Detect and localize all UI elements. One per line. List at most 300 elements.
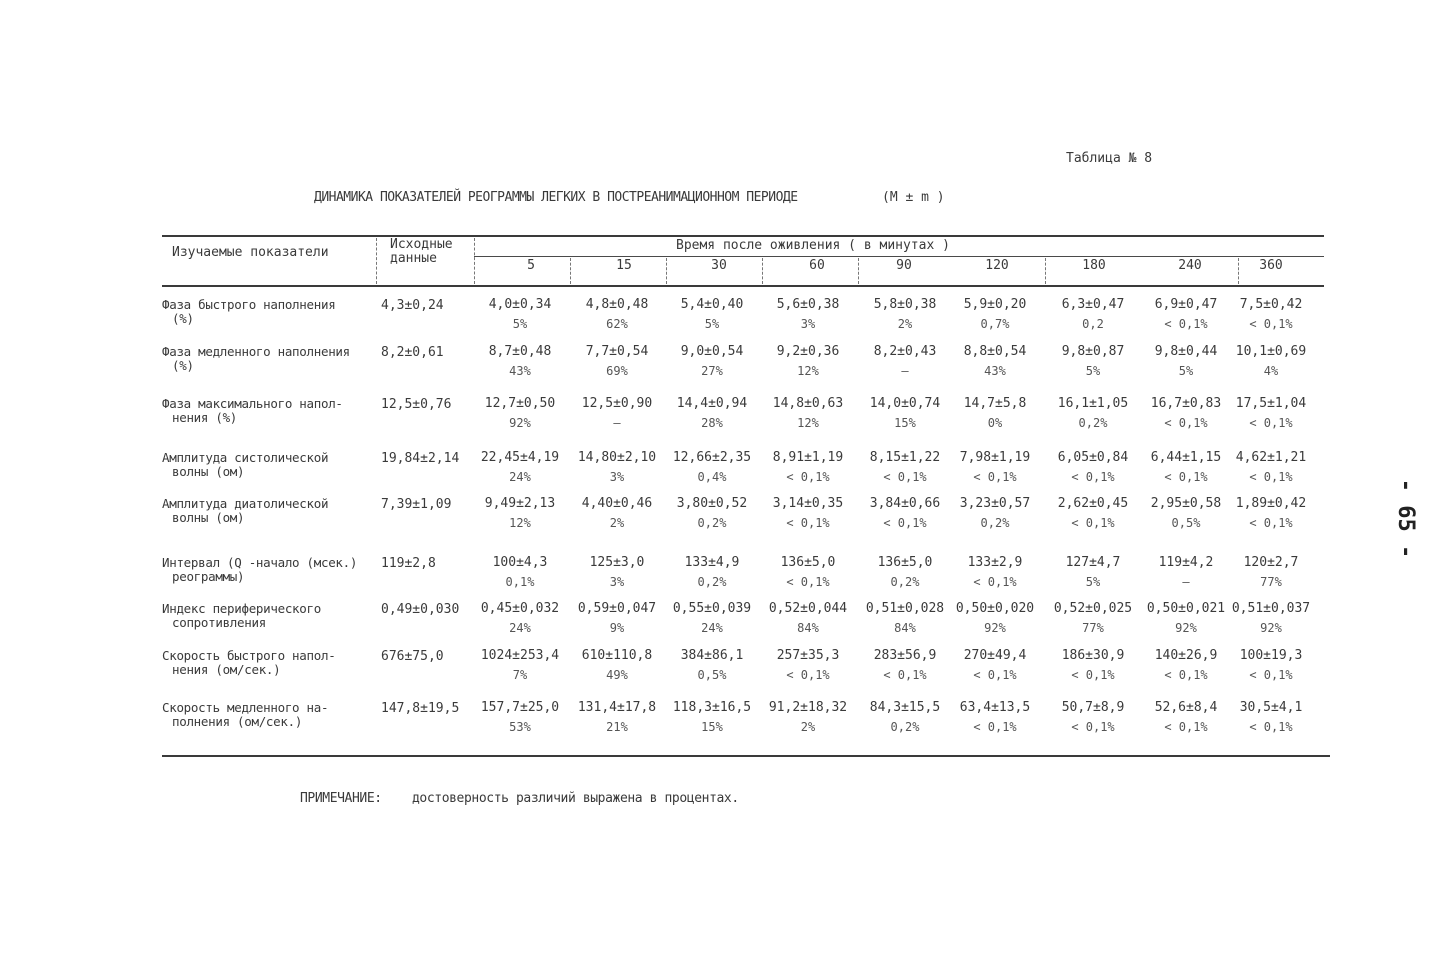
- baseline-value: 0,49±0,030: [381, 602, 460, 617]
- cell-value: 16,7±0,83: [1150, 396, 1222, 411]
- cell-significance: 0,2%: [697, 575, 727, 589]
- data-cell: [663, 292, 761, 331]
- row-label-line: Амплитуда систолической: [162, 450, 329, 465]
- cell-value: 283±56,9: [873, 648, 937, 663]
- header-divider: [858, 258, 859, 284]
- cell-significance: 15%: [894, 416, 916, 430]
- row-label-line: Фаза максимального напол-: [162, 396, 343, 411]
- row-label-line: Фаза быстрого наполнения: [162, 297, 336, 312]
- baseline-value: 19,84±2,14: [381, 451, 460, 466]
- table-top-rule: [162, 235, 1324, 237]
- cell-significance: 27%: [701, 364, 723, 378]
- data-cell: [568, 391, 666, 430]
- cell-significance: 3%: [800, 317, 816, 331]
- data-cell: [1222, 491, 1320, 530]
- cell-value: 270±49,4: [963, 648, 1027, 663]
- cell-significance: < 0,1%: [1249, 317, 1293, 331]
- baseline-value: 8,2±0,61: [381, 345, 444, 360]
- cell-value: 0,52±0,044: [768, 601, 848, 616]
- row-label-line: нения (%): [172, 410, 238, 425]
- cell-significance: 77%: [1260, 575, 1282, 589]
- cell-value: 0,45±0,032: [480, 601, 560, 616]
- cell-value: 17,5±1,04: [1235, 396, 1307, 411]
- cell-significance: 0%: [987, 416, 1003, 430]
- data-cell: [1222, 550, 1320, 589]
- data-cell: [1222, 643, 1320, 682]
- cell-significance: 28%: [701, 416, 723, 430]
- data-cell: [471, 445, 569, 484]
- data-cell: [1044, 491, 1142, 530]
- cell-value: 8,7±0,48: [488, 344, 552, 359]
- data-cell: [1222, 391, 1320, 430]
- cell-value: 5,9±0,20: [963, 297, 1027, 312]
- cell-value: 120±2,7: [1243, 555, 1299, 570]
- cell-value: 118,3±16,5: [672, 700, 752, 715]
- header-divider: [570, 258, 571, 284]
- header-divider: [474, 238, 475, 284]
- row-label-line: Интервал (Q -начало (мсек.): [162, 555, 358, 570]
- cell-significance: 4%: [1263, 364, 1279, 378]
- data-cell: [856, 643, 954, 682]
- cell-significance: 49%: [606, 668, 628, 682]
- cell-value: 0,50±0,020: [955, 601, 1035, 616]
- cell-significance: < 0,1%: [1071, 470, 1115, 484]
- cell-significance: 15%: [701, 720, 723, 734]
- cell-significance: 3%: [609, 470, 625, 484]
- cell-significance: 0,5%: [1171, 516, 1201, 530]
- data-cell: [759, 292, 857, 331]
- data-cell: [568, 292, 666, 331]
- cell-value: 131,4±17,8: [577, 700, 657, 715]
- data-cell: [1137, 643, 1235, 682]
- data-cell: [568, 596, 666, 635]
- header-time-30: 30: [711, 258, 727, 273]
- cell-value: 9,8±0,87: [1061, 344, 1125, 359]
- data-cell: [1222, 695, 1320, 734]
- cell-value: 4,8±0,48: [585, 297, 649, 312]
- data-cell: [1044, 695, 1142, 734]
- cell-significance: 43%: [984, 364, 1006, 378]
- cell-value: 0,51±0,028: [865, 601, 945, 616]
- data-cell: [946, 445, 1044, 484]
- note-label: ПРИМЕЧАНИЕ:: [300, 791, 382, 806]
- cell-significance: < 0,1%: [1164, 668, 1208, 682]
- data-cell: [568, 695, 666, 734]
- cell-significance: 0,2: [1082, 317, 1104, 331]
- data-cell: [946, 643, 1044, 682]
- data-cell: [759, 643, 857, 682]
- cell-significance: 92%: [1260, 621, 1282, 635]
- data-cell: [1044, 445, 1142, 484]
- baseline-value: 4,3±0,24: [381, 298, 444, 313]
- data-cell: [663, 491, 761, 530]
- cell-value: 3,14±0,35: [772, 496, 844, 511]
- cell-value: 100±19,3: [1239, 648, 1303, 663]
- data-cell: [1137, 596, 1235, 635]
- cell-significance: 0,2%: [890, 720, 920, 734]
- cell-value: 6,9±0,47: [1154, 297, 1218, 312]
- cell-significance: < 0,1%: [1164, 317, 1208, 331]
- cell-value: 10,1±0,69: [1235, 344, 1307, 359]
- data-cell: [1222, 339, 1320, 378]
- cell-significance: 84%: [797, 621, 819, 635]
- cell-significance: 3%: [609, 575, 625, 589]
- data-cell: [856, 339, 954, 378]
- data-cell: [471, 550, 569, 589]
- cell-significance: 43%: [509, 364, 531, 378]
- data-cell: [663, 695, 761, 734]
- row-label: [162, 451, 328, 479]
- cell-significance: 5%: [512, 317, 528, 331]
- cell-significance: < 0,1%: [973, 668, 1017, 682]
- data-cell: [568, 445, 666, 484]
- data-cell: [946, 391, 1044, 430]
- data-cell: [856, 491, 954, 530]
- cell-value: 1024±253,4: [480, 648, 560, 663]
- cell-value: 14,4±0,94: [676, 396, 748, 411]
- cell-value: 14,8±0,63: [772, 396, 844, 411]
- data-cell: [1044, 339, 1142, 378]
- row-label-line: Фаза медленного наполнения: [162, 344, 350, 359]
- cell-value: 7,7±0,54: [585, 344, 649, 359]
- header-time-360: 360: [1259, 258, 1283, 273]
- cell-significance: 84%: [894, 621, 916, 635]
- data-cell: [856, 596, 954, 635]
- cell-significance: < 0,1%: [883, 516, 927, 530]
- header-divider: [376, 238, 377, 284]
- data-cell: [1044, 550, 1142, 589]
- baseline-value: 12,5±0,76: [381, 397, 452, 412]
- cell-value: 0,52±0,025: [1053, 601, 1133, 616]
- cell-value: 30,5±4,1: [1239, 700, 1303, 715]
- cell-significance: 24%: [509, 621, 531, 635]
- cell-value: 157,7±25,0: [480, 700, 560, 715]
- cell-value: 9,49±2,13: [484, 496, 556, 511]
- cell-value: 127±4,7: [1065, 555, 1121, 570]
- data-cell: [663, 445, 761, 484]
- data-cell: [946, 596, 1044, 635]
- data-cell: [946, 292, 1044, 331]
- cell-significance: 92%: [509, 416, 531, 430]
- cell-significance: < 0,1%: [973, 720, 1017, 734]
- data-cell: [1044, 596, 1142, 635]
- row-label: [162, 602, 321, 630]
- cell-significance: 92%: [984, 621, 1006, 635]
- cell-value: 84,3±15,5: [869, 700, 941, 715]
- cell-value: 12,5±0,90: [581, 396, 653, 411]
- cell-value: 12,7±0,50: [484, 396, 556, 411]
- header-divider: [666, 258, 667, 284]
- data-cell: [1137, 491, 1235, 530]
- cell-significance: 9%: [609, 621, 625, 635]
- cell-significance: < 0,1%: [1164, 720, 1208, 734]
- data-cell: [471, 695, 569, 734]
- data-cell: [1044, 643, 1142, 682]
- cell-significance: 5%: [1178, 364, 1194, 378]
- data-cell: [946, 491, 1044, 530]
- cell-value: 610±110,8: [581, 648, 653, 663]
- table-number: Таблица № 8: [1066, 151, 1153, 166]
- cell-significance: < 0,1%: [1249, 470, 1293, 484]
- cell-significance: 0,5%: [697, 668, 727, 682]
- row-label: [162, 497, 328, 525]
- cell-value: 4,0±0,34: [488, 297, 552, 312]
- cell-significance: 5%: [1085, 575, 1101, 589]
- data-cell: [663, 391, 761, 430]
- cell-value: 0,55±0,039: [672, 601, 752, 616]
- data-cell: [1137, 445, 1235, 484]
- header-time-60: 60: [809, 258, 825, 273]
- cell-value: 136±5,0: [780, 555, 836, 570]
- cell-value: 119±4,2: [1158, 555, 1214, 570]
- header-time-90: 90: [896, 258, 912, 273]
- data-cell: [946, 695, 1044, 734]
- cell-value: 14,80±2,10: [577, 450, 657, 465]
- data-cell: [663, 596, 761, 635]
- baseline-value: 119±2,8: [381, 556, 436, 571]
- cell-value: 14,0±0,74: [869, 396, 941, 411]
- data-cell: [568, 339, 666, 378]
- data-cell: [856, 695, 954, 734]
- cell-value: 7,98±1,19: [959, 450, 1031, 465]
- baseline-value: 7,39±1,09: [381, 497, 452, 512]
- cell-significance: 7%: [512, 668, 528, 682]
- header-time-15: 15: [616, 258, 632, 273]
- cell-value: 8,8±0,54: [963, 344, 1027, 359]
- cell-value: 9,0±0,54: [680, 344, 744, 359]
- data-cell: [1137, 550, 1235, 589]
- row-label-line: (%): [172, 358, 194, 373]
- data-cell: [856, 292, 954, 331]
- data-cell: [568, 550, 666, 589]
- title-statistic: (M ± m ): [882, 190, 945, 205]
- cell-significance: 62%: [606, 317, 628, 331]
- cell-significance: 5%: [704, 317, 720, 331]
- note-text: достоверность различий выражена в процентах.: [412, 791, 739, 806]
- cell-value: 9,2±0,36: [776, 344, 840, 359]
- baseline-value: 676±75,0: [381, 649, 444, 664]
- row-label-line: Индекс периферического: [162, 601, 321, 616]
- cell-significance: 2%: [897, 317, 913, 331]
- data-cell: [759, 391, 857, 430]
- row-label-line: Скорость медленного на-: [162, 700, 329, 715]
- cell-value: 63,4±13,5: [959, 700, 1031, 715]
- cell-value: 5,6±0,38: [776, 297, 840, 312]
- cell-significance: –: [1182, 575, 1190, 589]
- cell-significance: < 0,1%: [1249, 668, 1293, 682]
- cell-significance: < 0,1%: [786, 668, 830, 682]
- data-cell: [759, 445, 857, 484]
- row-label: [162, 556, 357, 584]
- time-header-rule: [474, 256, 1324, 257]
- data-cell: [663, 339, 761, 378]
- cell-significance: < 0,1%: [1071, 668, 1115, 682]
- cell-value: 5,4±0,40: [680, 297, 744, 312]
- data-cell: [471, 596, 569, 635]
- cell-value: 125±3,0: [589, 555, 645, 570]
- cell-value: 4,62±1,21: [1235, 450, 1307, 465]
- header-divider: [1045, 258, 1046, 284]
- cell-significance: < 0,1%: [1071, 720, 1115, 734]
- cell-significance: –: [613, 416, 621, 430]
- table-bottom-rule: [162, 755, 1330, 757]
- cell-value: 140±26,9: [1154, 648, 1218, 663]
- cell-value: 0,50±0,021: [1146, 601, 1226, 616]
- header-indicators: Изучаемые показатели: [172, 245, 329, 260]
- cell-significance: < 0,1%: [883, 668, 927, 682]
- row-label-line: волны (ом): [172, 464, 245, 479]
- data-cell: [1222, 445, 1320, 484]
- data-cell: [856, 391, 954, 430]
- cell-value: 22,45±4,19: [480, 450, 560, 465]
- cell-significance: 0,7%: [980, 317, 1010, 331]
- cell-significance: 0,2%: [890, 575, 920, 589]
- cell-value: 3,84±0,66: [869, 496, 941, 511]
- cell-significance: < 0,1%: [1164, 416, 1208, 430]
- cell-value: 91,2±18,32: [768, 700, 848, 715]
- cell-value: 2,62±0,45: [1057, 496, 1129, 511]
- data-cell: [759, 491, 857, 530]
- cell-significance: 0,2%: [980, 516, 1010, 530]
- cell-significance: 77%: [1082, 621, 1104, 635]
- cell-value: 14,7±5,8: [963, 396, 1027, 411]
- data-cell: [471, 339, 569, 378]
- cell-value: 52,6±8,4: [1154, 700, 1218, 715]
- cell-value: 12,66±2,35: [672, 450, 752, 465]
- cell-value: 8,91±1,19: [772, 450, 844, 465]
- data-cell: [1137, 339, 1235, 378]
- cell-value: 0,59±0,047: [577, 601, 657, 616]
- cell-significance: < 0,1%: [786, 470, 830, 484]
- header-time-180: 180: [1082, 258, 1106, 273]
- cell-significance: < 0,1%: [1164, 470, 1208, 484]
- cell-significance: 0,1%: [505, 575, 535, 589]
- data-cell: [1044, 292, 1142, 331]
- cell-significance: 0,4%: [697, 470, 727, 484]
- data-cell: [856, 445, 954, 484]
- cell-significance: < 0,1%: [973, 575, 1017, 589]
- cell-significance: < 0,1%: [1249, 720, 1293, 734]
- cell-value: 3,23±0,57: [959, 496, 1031, 511]
- table-title: ДИНАМИКА ПОКАЗАТЕЛЕЙ РЕОГРАММЫ ЛЕГКИХ В ПОСТРЕАНИМАЦИОННОМ ПЕРИОДЕ: [314, 190, 798, 205]
- cell-significance: 2%: [800, 720, 816, 734]
- cell-value: 186±30,9: [1061, 648, 1125, 663]
- data-cell: [1222, 596, 1320, 635]
- cell-value: 384±86,1: [680, 648, 744, 663]
- cell-value: 6,05±0,84: [1057, 450, 1129, 465]
- header-time-group: Время после оживления ( в минутах ): [676, 238, 950, 253]
- cell-significance: 0,2%: [1078, 416, 1108, 430]
- row-label-line: волны (ом): [172, 510, 245, 525]
- cell-value: 16,1±1,05: [1057, 396, 1129, 411]
- cell-value: 3,80±0,52: [676, 496, 748, 511]
- data-cell: [1137, 292, 1235, 331]
- row-label: [162, 397, 343, 425]
- data-cell: [663, 550, 761, 589]
- cell-significance: 12%: [797, 364, 819, 378]
- cell-significance: < 0,1%: [1071, 516, 1115, 530]
- header-divider: [762, 258, 763, 284]
- cell-significance: 12%: [797, 416, 819, 430]
- cell-significance: < 0,1%: [973, 470, 1017, 484]
- data-cell: [1137, 695, 1235, 734]
- data-cell: [1137, 391, 1235, 430]
- row-label-line: Скорость быстрого напол-: [162, 648, 336, 663]
- data-cell: [471, 491, 569, 530]
- data-cell: [1044, 391, 1142, 430]
- cell-significance: 92%: [1175, 621, 1197, 635]
- cell-value: 257±35,3: [776, 648, 840, 663]
- data-cell: [568, 491, 666, 530]
- row-label-line: реограммы): [172, 569, 245, 584]
- baseline-value: 147,8±19,5: [381, 701, 460, 716]
- cell-value: 2,95±0,58: [1150, 496, 1222, 511]
- data-cell: [946, 550, 1044, 589]
- row-label-line: нения (ом/сек.): [172, 662, 281, 677]
- data-cell: [1222, 292, 1320, 331]
- cell-value: 133±2,9: [967, 555, 1023, 570]
- cell-significance: 0,2%: [697, 516, 727, 530]
- header-time-240: 240: [1178, 258, 1202, 273]
- row-label: [162, 298, 335, 326]
- cell-significance: < 0,1%: [1249, 516, 1293, 530]
- data-cell: [663, 643, 761, 682]
- row-label: [162, 701, 328, 729]
- cell-value: 1,89±0,42: [1235, 496, 1307, 511]
- cell-significance: < 0,1%: [786, 575, 830, 589]
- cell-value: 133±4,9: [684, 555, 740, 570]
- cell-significance: 2%: [609, 516, 625, 530]
- cell-significance: 69%: [606, 364, 628, 378]
- data-cell: [856, 550, 954, 589]
- row-label: [162, 345, 350, 373]
- data-cell: [568, 643, 666, 682]
- cell-value: 4,40±0,46: [581, 496, 653, 511]
- cell-significance: 5%: [1085, 364, 1101, 378]
- cell-significance: 53%: [509, 720, 531, 734]
- row-label: [162, 649, 335, 677]
- cell-value: 6,44±1,15: [1150, 450, 1222, 465]
- cell-value: 9,8±0,44: [1154, 344, 1218, 359]
- data-cell: [946, 339, 1044, 378]
- cell-value: 8,2±0,43: [873, 344, 937, 359]
- row-label-line: полнения (ом/сек.): [172, 714, 303, 729]
- cell-significance: < 0,1%: [1249, 416, 1293, 430]
- cell-significance: 21%: [606, 720, 628, 734]
- data-cell: [759, 695, 857, 734]
- header-time-5: 5: [527, 258, 535, 273]
- page-number: - 65 -: [1393, 478, 1419, 559]
- cell-value: 0,51±0,037: [1231, 601, 1311, 616]
- row-label-line: сопротивления: [172, 615, 266, 630]
- cell-significance: 24%: [509, 470, 531, 484]
- cell-value: 6,3±0,47: [1061, 297, 1125, 312]
- cell-value: 7,5±0,42: [1239, 297, 1303, 312]
- row-label-line: Амплитуда диатолической: [162, 496, 329, 511]
- cell-value: 8,15±1,22: [869, 450, 941, 465]
- data-cell: [759, 596, 857, 635]
- row-label-line: (%): [172, 311, 194, 326]
- data-cell: [471, 292, 569, 331]
- cell-significance: 12%: [509, 516, 531, 530]
- cell-significance: 24%: [701, 621, 723, 635]
- cell-value: 100±4,3: [492, 555, 548, 570]
- cell-significance: < 0,1%: [786, 516, 830, 530]
- cell-value: 50,7±8,9: [1061, 700, 1125, 715]
- data-cell: [471, 391, 569, 430]
- data-cell: [471, 643, 569, 682]
- cell-value: 5,8±0,38: [873, 297, 937, 312]
